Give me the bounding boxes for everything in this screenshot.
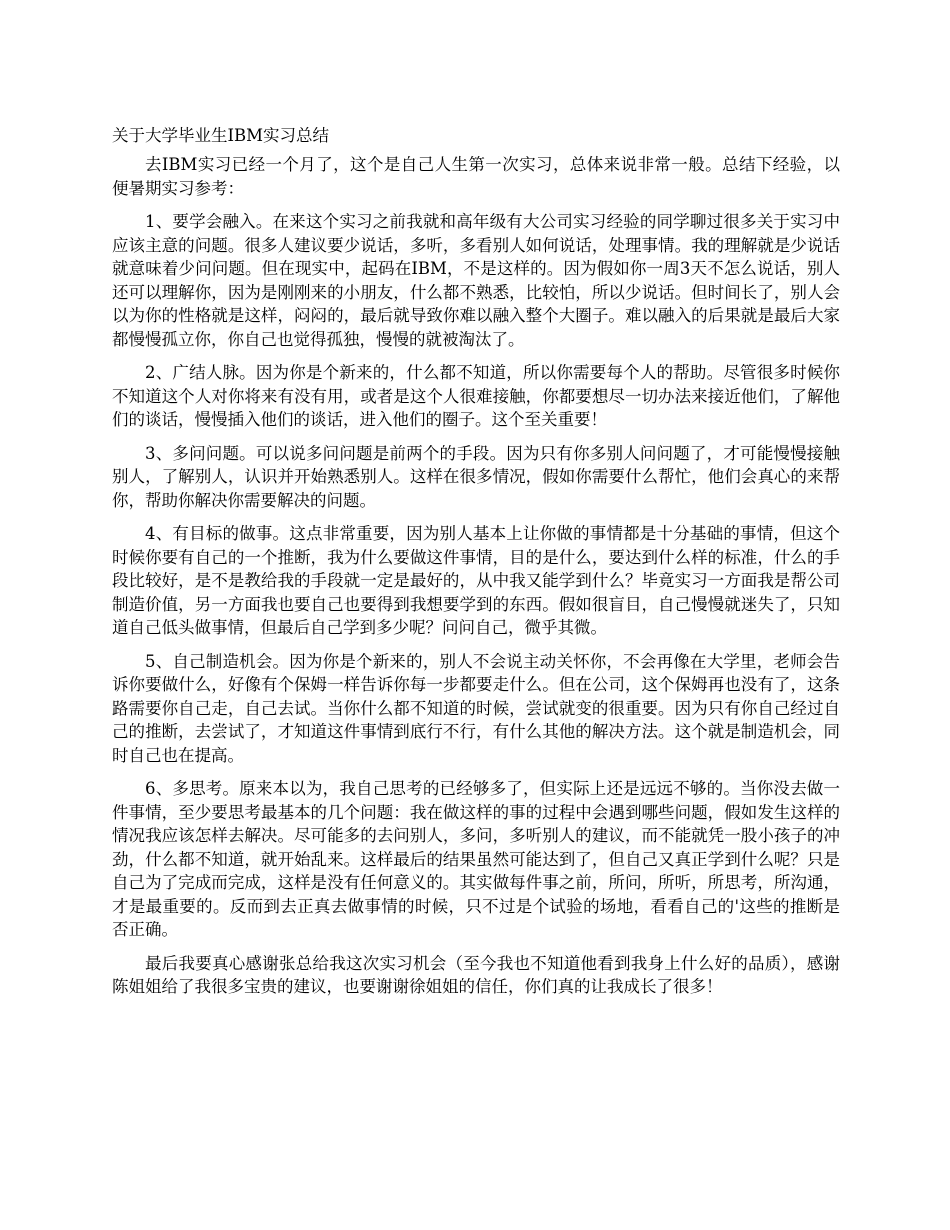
paragraph-4-goal-oriented: 4、有目标的做事。这点非常重要，因为别人基本上让你做的事情都是十分基础的事情，但这个时候你要有自己的一个推断，我为什么要做这件事情，目的是什么，要达到什么样的标准，什么的手段比较好，是不是教给我的手段就一定是最好的，从中我又能学到什么？毕竟实习一方面我是帮公司制造价值，另一方面我也要自己也要得到我想要学到的东西。假如很盲目，自己慢慢就迷失了，只知道自己低头做事情，但最后自己学到多少呢？问问自己，微乎其微。 bbox=[112, 524, 840, 637]
intro-paragraph: 去IBM实习已经一个月了，这个是自己人生第一次实习，总体来说非常一般。总结下经验，以便暑期实习参考： bbox=[112, 155, 840, 198]
closing-paragraph: 最后我要真心感谢张总给我这次实习机会（至今我也不知道他看到我身上什么好的品质），感谢陈姐姐给了我很多宝贵的建议，也要谢谢徐姐姐的信任，你们真的让我成长了很多！ bbox=[112, 953, 840, 996]
document-title: 关于大学毕业生IBM实习总结 bbox=[112, 126, 330, 145]
document-page bbox=[112, 122, 840, 1009]
paragraph-5-create-opportunity: 5、自己制造机会。因为你是个新来的，别人不会说主动关怀你，不会再像在大学里，老师会告诉你要做什么，好像有个保姆一样告诉你每一步都要走什么。但在公司，这个保姆再也没有了，这条路需要你自己走，自己去试。当你什么都不知道的时候，尝试就变的很重要。因为只有你自己经过自己的推断，去尝试了，才知道这件事情到底行不行，有什么其他的解决方法。这个就是制造机会，同时自己也在提高。 bbox=[112, 651, 840, 765]
paragraph-1-integrate: 1、要学会融入。在来这个实习之前我就和高年级有大公司实习经验的同学聊过很多关于实习中应该主意的问题。很多人建议要少说话，多听，多看别人如何说话，处理事情。我的理解就是少说话就意味着少问问题。但在现实中，起码在IBM，不是这样的。因为假如你一周3天不怎么说话，别人还可以理解你，因为是刚刚来的小朋友，什么都不熟悉，比较怕，所以少说话。但时间长了，别人会以为你的性格就是这样，闷闷的，最后就导致你难以融入整个大圈子。难以融入的后果就是最后大家都慢慢孤立你，你自己也觉得孤独，慢慢的就被淘汰了。 bbox=[112, 212, 840, 349]
paragraph-6-think-more: 6、多思考。原来本以为，我自己思考的已经够多了，但实际上还是远远不够的。当你没去做一件事情，至少要思考最基本的几个问题：我在做这样的事的过程中会遇到哪些问题，假如发生这样的情况我应该怎样去解决。尽可能多的去问别人，多问，多听别人的建议，而不能就凭一股小孩子的冲劲，什么都不知道，就开始乱来。这样最后的结果虽然可能达到了，但自己又真正学到什么呢？只是自己为了完成而完成，这样是没有任何意义的。其实做每件事之前，所问，所听，所思考，所沟通，才是最重要的。反而到去正真去做事情的时候，只不过是个试验的场地，看看自己的'这些的推断是否正确。 bbox=[112, 779, 840, 939]
paragraph-2-network: 2、广结人脉。因为你是个新来的，什么都不知道，所以你需要每个人的帮助。尽管很多时候你不知道这个人对你将来有没有用，或者是这个人很难接触，你都要想尽一切办法来接近他们，了解他们的谈话，慢慢插入他们的谈话，进入他们的圈子。这个至关重要！ bbox=[112, 363, 840, 429]
paragraph-3-ask-questions: 3、多问问题。可以说多问问题是前两个的手段。因为只有你多别人问问题了，才可能慢慢接触别人，了解别人，认识并开始熟悉别人。这样在很多情况，假如你需要什么帮忙，他们会真心的来帮你，帮助你解决你需要解决的问题。 bbox=[112, 443, 840, 510]
